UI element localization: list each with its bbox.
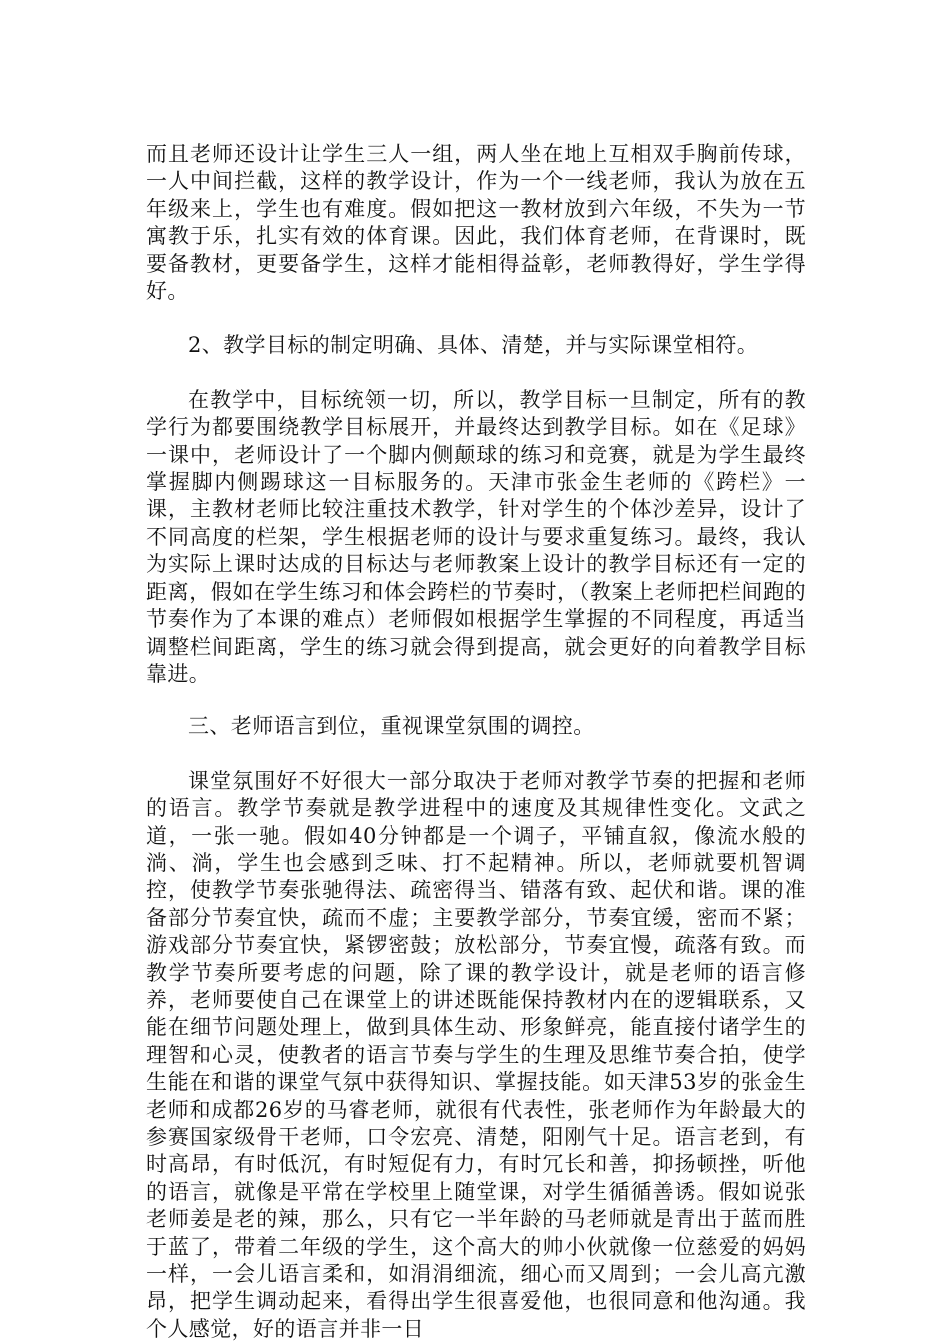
paragraph-classroom-atmosphere: 课堂氛围好不好很大一部分取决于老师对教学节奏的把握和老师的语言。教学节奏就是教学进程中的速度及其规律性变化。文武之道，一张一驰。假如40分钟都是一个调子，平铺直叙，像流水般的淌、淌，学生也会感到乏味、打不起精神。所以，老师就要机智调控，使教学节奏张驰得法、疏密得当、错落有致、起伏和谐。课的准备部分节奏宜快，疏而不虚；主要教学部分，节奏宜缓，密而不紧；游戏部分节奏宜快，紧锣密鼓；放松部分，节奏宜慢，疏落有致。而教学节奏所要考虑的问题，除了课的教学设计，就是老师的语言修养，老师要使自己在课堂上的讲述既能保持教材内在的逻辑联系，又能在细节问题处理上，做到具体生动、形象鲜亮，能直接付诸学生的理智和心灵，使教者的语言节奏与学生的生理及思维节奏合拍，使学生能在和谐的课堂气氛中获得知识、掌握技能。如天津53岁的张金生老师和成都26岁的马睿老师，就很有代表性，张老师作为年龄最大的参赛国家级骨干老师，口令宏亮、清楚，阳刚气十足。语言老到，有时高昂，有时低沉，有时短促有力，有时冗长和善，抑扬顿挫，听他的语言，就像是平常在学校里上随堂课，对学生循循善诱。假如说张老师姜是老的辣，那么，只有它一半年龄的马老师就是青出于蓝而胜于蓝了，带着二年级的学生，这个高大的帅小伙就像一位慈爱的妈妈一样，一会儿语言柔和，如涓涓细流，细心而又周到；一会儿高亢激昂，把学生调动起来，看得出学生很喜爱他，也很同意和他沟通。我个人感觉，好的语言并非一日 xyxy=(146,768,806,1341)
paragraph-heading-teaching-goals: 2、教学目标的制定明确、具体、清楚，并与实际课堂相符。 xyxy=(188,333,759,358)
paragraph-heading-teacher-language: 三、老师语言到位，重视课堂氛围的调控。 xyxy=(188,714,595,739)
paragraph-continuation: 而且老师还设计让学生三人一组，两人坐在地上互相双手胸前传球，一人中间拦截，这样的教学设计，作为一个一线老师，我认为放在五年级来上，学生也有难度。假如把这一教材放到六年级，不失为一节寓教于乐，扎实有效的体育课。因此，我们体育老师，在背课时，既要备教材，更要备学生，这样才能相得益彰，老师教得好，学生学得好。 xyxy=(146,142,806,304)
document-body xyxy=(146,141,806,1343)
paragraph-teaching-goals: 在教学中，目标统领一切，所以，教学目标一旦制定，所有的教学行为都要围绕教学目标展开，并最终达到教学目标。如在《足球》一课中，老师设计了一个脚内侧颠球的练习和竞赛，就是为学生最终掌握脚内侧踢球这一目标服务的。天津市张金生老师的《跨栏》一课，主教材老师比较注重技术教学，针对学生的个体沙差异，设计了不同高度的栏架，学生根据老师的设计与要求重复练习。最终，我认为实际上课时达成的目标达与老师教案上设计的教学目标还有一定的距离，假如在学生练习和体会跨栏的节奏时，（教案上老师把栏间跑的节奏作为了本课的难点）老师假如根据学生掌握的不同程度，再适当调整栏间距离，学生的练习就会得到提高，就会更好的向着教学目标靠进。 xyxy=(146,387,806,686)
